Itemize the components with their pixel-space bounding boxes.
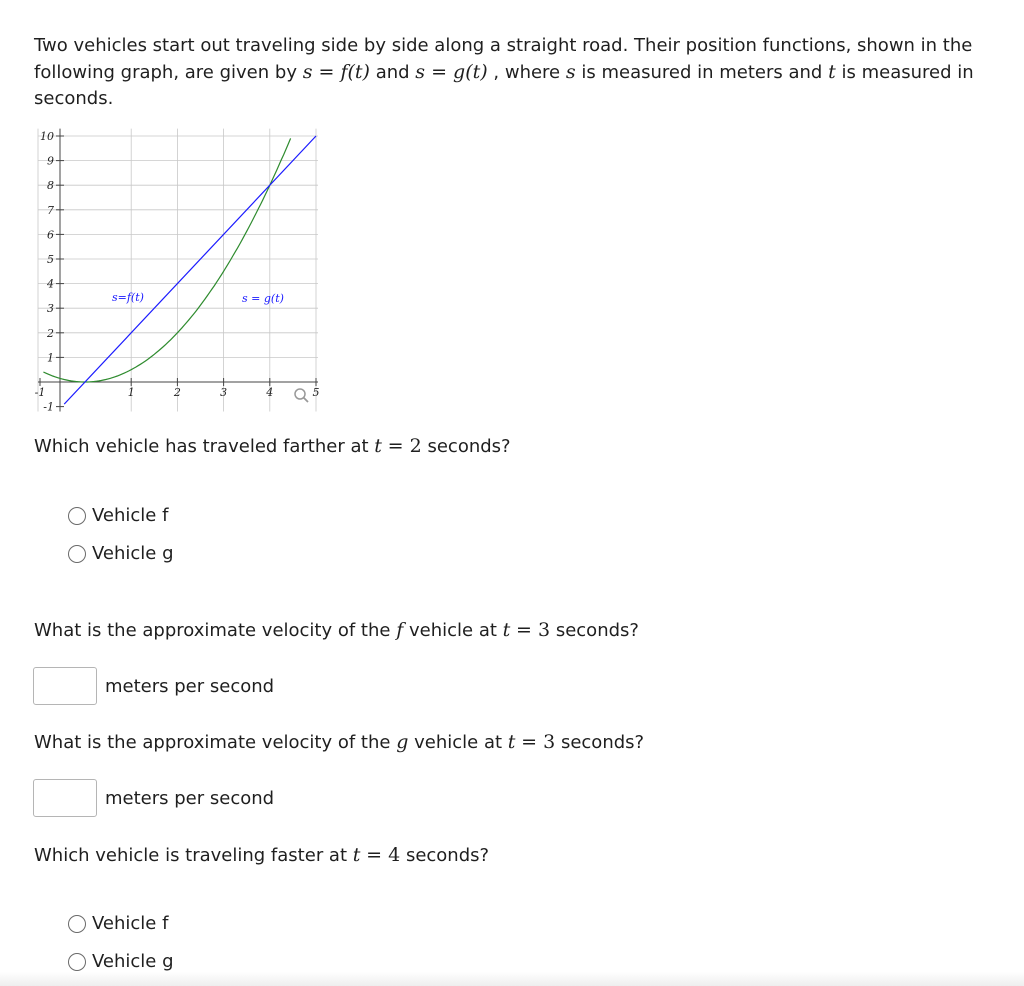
label-f: s=f(t) [112, 291, 144, 304]
q4-radio-f[interactable] [68, 915, 86, 933]
x-tick-label: 4 [266, 386, 274, 399]
equation-f: s = f(t) [302, 61, 370, 83]
y-tick-label: 9 [47, 154, 54, 168]
line-f [64, 136, 316, 404]
q1-option-g[interactable]: Vehicle g [68, 543, 174, 564]
q4-option-g[interactable]: Vehicle g [68, 951, 174, 972]
x-tick-label: 2 [173, 386, 181, 399]
q1-option-f[interactable]: Vehicle f [68, 505, 168, 526]
y-tick-label: -1 [43, 400, 54, 414]
q4-radio-g[interactable] [68, 953, 86, 971]
q1-radio-g[interactable] [68, 545, 86, 563]
question-4: Which vehicle is traveling faster at t = 4 seconds? [34, 844, 490, 866]
magnify-icon[interactable] [295, 389, 308, 402]
x-tick-label: 1 [127, 386, 135, 399]
y-tick-label: 5 [47, 253, 54, 266]
y-tick-label: 1 [47, 351, 54, 365]
q3-unit: meters per second [105, 788, 275, 809]
y-tick-label: 3 [47, 302, 54, 316]
page-bottom-edge [0, 972, 1024, 986]
y-tick-label: 2 [47, 326, 54, 340]
y-tick-label: 10 [40, 130, 54, 143]
q2-velocity-input[interactable] [33, 667, 97, 705]
x-tick-label: 3 [220, 386, 228, 399]
equation-g: s = g(t) [415, 61, 488, 83]
question-3: What is the approximate velocity of the g vehicle at t = 3 seconds? [34, 731, 645, 753]
q1-radio-f[interactable] [68, 507, 86, 525]
y-tick-label: 4 [47, 277, 54, 291]
y-tick-label: 7 [47, 203, 54, 217]
q4-option-f[interactable]: Vehicle f [68, 913, 168, 934]
q3-velocity-input[interactable] [33, 779, 97, 817]
q2-unit: meters per second [105, 676, 275, 697]
question-2: What is the approximate velocity of the f vehicle at t = 3 seconds? [34, 619, 639, 641]
position-graph [30, 124, 330, 424]
label-g: s = g(t) [242, 292, 284, 305]
curve-g [43, 138, 290, 382]
y-tick-label: 6 [47, 228, 54, 242]
y-tick-label: 8 [47, 179, 54, 193]
problem-intro: Two vehicles start out traveling side by side along a straight road. Their position functions, shown in the following graph, are given by s = f(t) and s = g(t) , where s is measured in meters and t is measured in seconds. [34, 35, 974, 109]
question-1: Which vehicle has traveled farther at t = 2 seconds? [34, 435, 511, 457]
x-tick-label: 5 [312, 386, 320, 399]
x-tick-label: -1 [34, 386, 46, 399]
